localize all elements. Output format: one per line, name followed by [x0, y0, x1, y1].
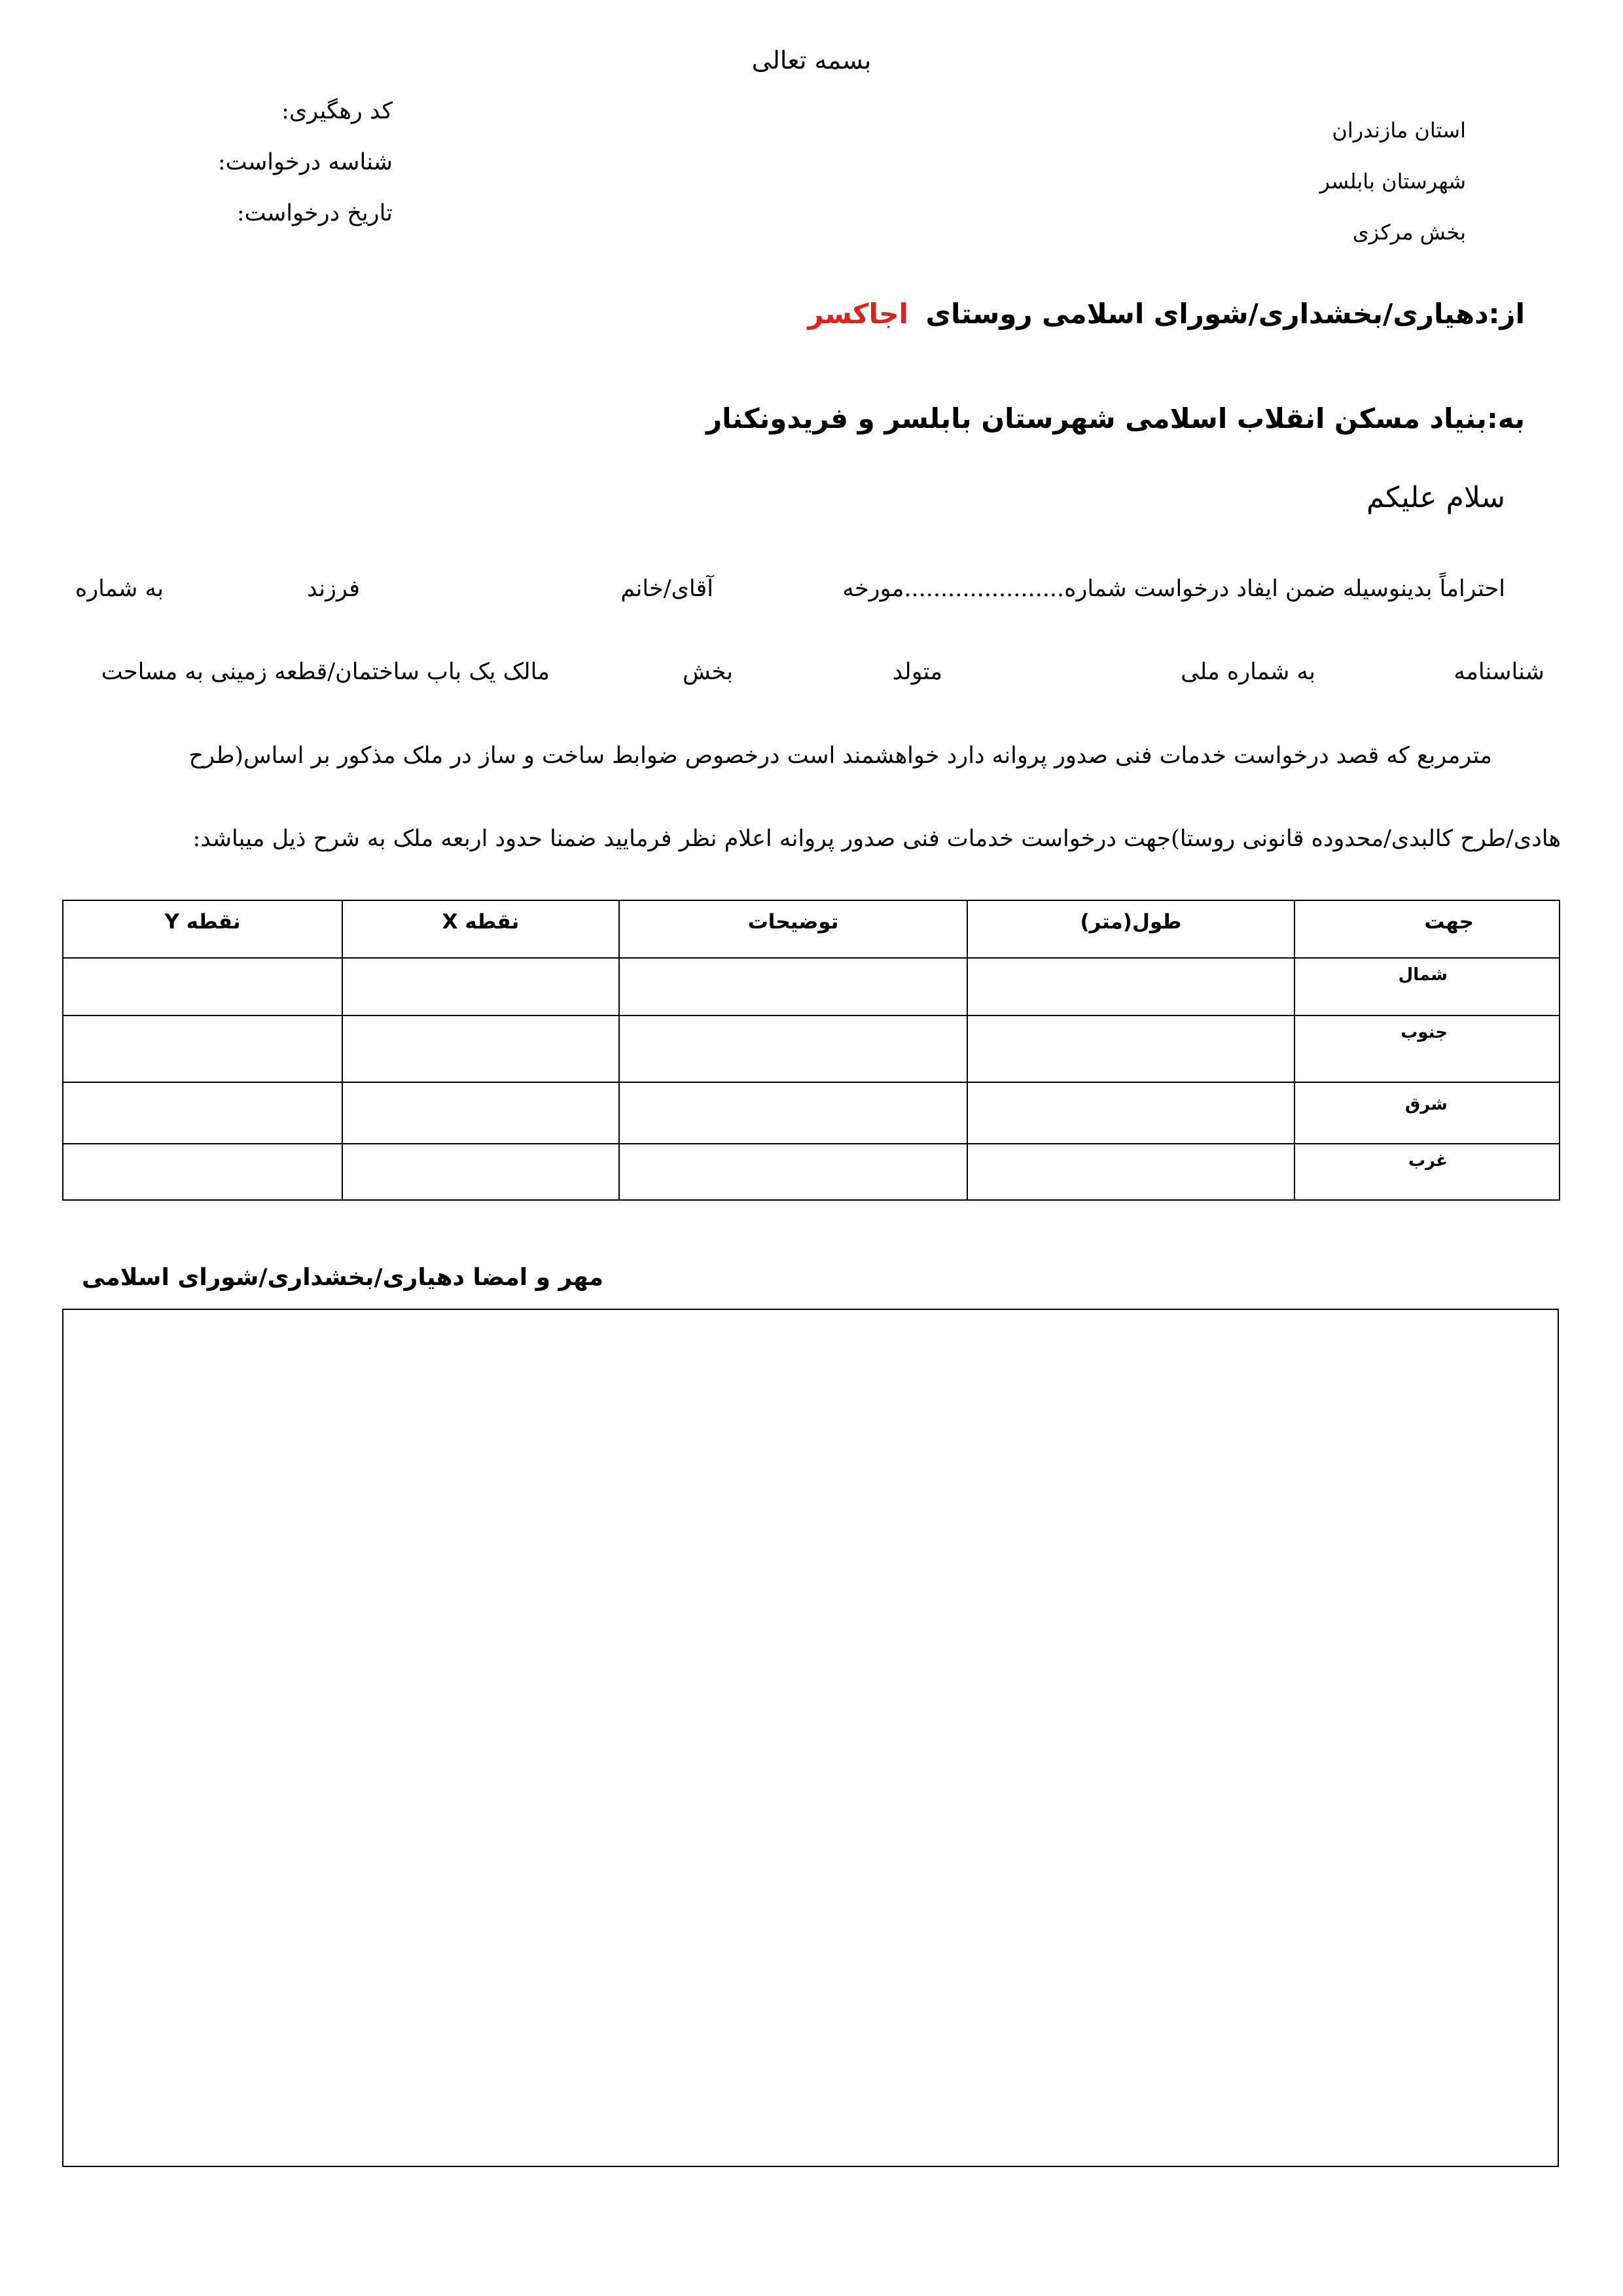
seal-signature-box[interactable]: [62, 1309, 1559, 2167]
header-point-y: نقطه Y: [63, 900, 342, 958]
body-line1-part4: به شماره: [75, 576, 164, 602]
body-line2-part5: مالک یک باب ساختمان/قطعه زمینی به مساحت: [101, 659, 550, 685]
from-prefix: از:دهیاری/بخشداری/شورای اسلامی روستای: [925, 298, 1525, 330]
header-description: توضیحات: [619, 900, 967, 958]
body-line1-part1: احتراماً بدینوسیله ضمن ایفاد درخواست شماره......................مورخه: [842, 576, 1505, 602]
table-row: [63, 958, 1560, 1016]
body-line2-part4: بخش: [683, 659, 733, 685]
request-date-label: تاریخ درخواست:: [236, 200, 393, 226]
table-header-row: [63, 900, 1560, 958]
north-y-cell[interactable]: [63, 958, 342, 1016]
east-y-cell[interactable]: [63, 1082, 342, 1144]
request-id-label: شناسه درخواست:: [217, 149, 393, 175]
body-line4: هادی/طرح کالبدی/محدوده قانونی روستا)جهت درخواست خدمات فنی صدور پروانه اعلام نظر فرمایید ضمنا حدود اربعه ملک به شرح ذیل میباشد:: [192, 826, 1561, 852]
north-length-cell[interactable]: [967, 958, 1294, 1016]
west-description-cell[interactable]: [619, 1144, 967, 1200]
header-point-x: نقطه X: [342, 900, 619, 958]
west-y-cell[interactable]: [63, 1144, 342, 1200]
district-label: بخش مرکزی: [1352, 220, 1466, 245]
east-x-cell[interactable]: [342, 1082, 619, 1144]
row-north-label: شمال: [1294, 958, 1560, 1016]
row-south-label: جنوب: [1294, 1016, 1560, 1082]
city-label: شهرستان بابلسر: [1319, 169, 1466, 194]
south-description-cell[interactable]: [619, 1016, 967, 1082]
south-length-cell[interactable]: [967, 1016, 1294, 1082]
header-length: طول(متر): [967, 900, 1294, 958]
header-direction: جهت: [1294, 900, 1560, 958]
body-line2-part2: به شماره ملی: [1181, 659, 1315, 685]
table-row: [63, 1144, 1560, 1200]
north-x-cell[interactable]: [342, 958, 619, 1016]
seal-signature-label: مهر و امضا دهیاری/بخشداری/شورای اسلامی: [82, 1264, 604, 1291]
east-description-cell[interactable]: [619, 1082, 967, 1144]
to-line: به:بنیاد مسکن انقلاب اسلامی شهرستان بابلسر و فریدونکنار: [705, 402, 1525, 434]
document-title: بسمه تعالی: [751, 46, 872, 75]
west-length-cell[interactable]: [967, 1144, 1294, 1200]
body-line2-part1: شناسنامه: [1454, 659, 1544, 685]
east-length-cell[interactable]: [967, 1082, 1294, 1144]
boundaries-table: [62, 900, 1560, 1201]
table-row: [63, 1082, 1560, 1144]
tracking-code-label: کد رهگیری:: [281, 98, 393, 124]
greeting: سلام علیکم: [1366, 481, 1505, 514]
body-line3: مترمربع که قصد درخواست خدمات فنی صدور پروانه دارد خواهشمند است درخصوص ضوابط ساخت و ساز در ملک مذکور بر اساس(طرح: [188, 743, 1492, 769]
village-name: اجاکسر: [808, 298, 908, 330]
west-x-cell[interactable]: [342, 1144, 619, 1200]
body-line2-part3: متولد: [892, 659, 942, 685]
table-row: [63, 1016, 1560, 1082]
south-x-cell[interactable]: [342, 1016, 619, 1082]
south-y-cell[interactable]: [63, 1016, 342, 1082]
row-east-label: شرق: [1294, 1082, 1560, 1144]
north-description-cell[interactable]: [619, 958, 967, 1016]
from-line: [808, 298, 1525, 330]
row-west-label: غرب: [1294, 1144, 1560, 1200]
body-line1-part2: آقای/خانم: [620, 576, 713, 602]
province-label: استان مازندران: [1332, 118, 1466, 143]
body-line1-part3: فرزند: [306, 576, 360, 602]
